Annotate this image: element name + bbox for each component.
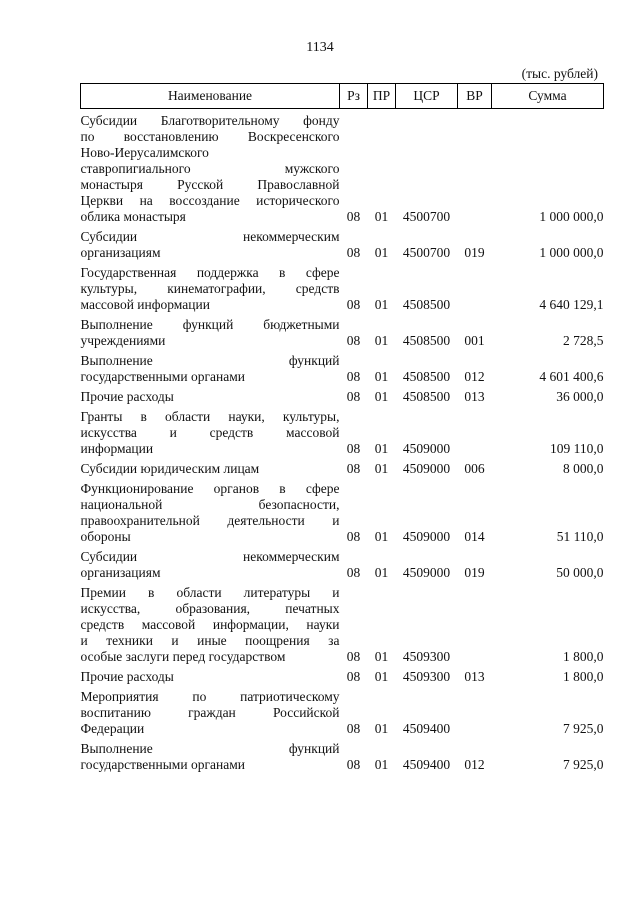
column-header-pr: ПР xyxy=(368,84,396,109)
row-csr: 4509300 xyxy=(402,649,451,664)
row-sum: 109 110,0 xyxy=(550,441,604,456)
row-rz: 08 xyxy=(346,333,361,348)
row-name-line: Государственная поддержка в сфере xyxy=(80,265,340,280)
row-rz: 08 xyxy=(346,529,361,544)
row-name-line: правоохранительной деятельности и xyxy=(80,513,340,528)
row-name xyxy=(81,353,340,389)
row-pr: 01 xyxy=(374,529,389,544)
row-name-line: обороны xyxy=(80,529,131,544)
row-csr: 4508500 xyxy=(402,333,451,348)
table-row xyxy=(81,669,604,689)
row-name-line: государственными органами xyxy=(80,757,245,772)
table-row xyxy=(81,389,604,409)
row-sum: 36 000,0 xyxy=(556,389,604,404)
row-name-line: Субсидии Благотворительному фонду xyxy=(80,113,340,128)
table-row xyxy=(81,229,604,265)
row-sum: 4 640 129,1 xyxy=(539,297,604,312)
row-sum: 8 000,0 xyxy=(563,461,604,476)
row-name xyxy=(81,265,340,317)
row-name-line: Субсидии юридическим лицам xyxy=(80,461,260,476)
row-sum: 51 110,0 xyxy=(556,529,604,544)
row-name-line: Гранты в области науки, культуры, xyxy=(80,409,340,424)
row-rz: 08 xyxy=(346,369,361,384)
row-rz: 08 xyxy=(346,649,361,664)
row-sum: 2 728,5 xyxy=(563,333,604,348)
row-name-line: облика монастыря xyxy=(80,209,186,224)
row-name-line: Федерации xyxy=(80,721,145,736)
row-name-line: ставропигиального мужского xyxy=(80,161,340,176)
row-csr: 4509000 xyxy=(402,461,451,476)
row-pr: 01 xyxy=(374,333,389,348)
row-rz: 08 xyxy=(346,209,361,224)
row-vr: 019 xyxy=(464,565,485,580)
row-name xyxy=(81,409,340,461)
row-name-line: организациям xyxy=(80,245,161,260)
row-csr: 4509000 xyxy=(402,441,451,456)
row-sum: 7 925,0 xyxy=(563,757,604,772)
row-name-line: учреждениями xyxy=(80,333,166,348)
row-name-line: Функционирование органов в сфере xyxy=(80,481,340,496)
page-number: 1134 xyxy=(306,40,334,55)
row-name xyxy=(81,481,340,549)
budget-table xyxy=(80,83,604,777)
row-vr: 001 xyxy=(464,333,485,348)
column-header-csr: ЦСР xyxy=(396,84,458,109)
table-row xyxy=(81,585,604,669)
row-csr: 4509400 xyxy=(402,721,451,736)
row-name-line: Прочие расходы xyxy=(80,669,174,684)
row-name-line: информации xyxy=(80,441,154,456)
row-name xyxy=(81,669,340,689)
row-name-line: Церкви на воссоздание исторического xyxy=(80,193,340,208)
row-rz: 08 xyxy=(346,669,361,684)
row-pr: 01 xyxy=(374,669,389,684)
row-sum: 1 000 000,0 xyxy=(539,245,604,260)
units-caption: (тыс. рублей) xyxy=(521,66,598,81)
row-rz: 08 xyxy=(346,461,361,476)
row-pr: 01 xyxy=(374,461,389,476)
row-pr: 01 xyxy=(374,389,389,404)
row-name-line: Выполнение функций бюджетными xyxy=(80,317,340,332)
row-rz: 08 xyxy=(346,721,361,736)
row-pr: 01 xyxy=(374,565,389,580)
row-name-line: Выполнение функций xyxy=(80,353,340,368)
row-name-line: Субсидии некоммерческим xyxy=(80,229,340,244)
row-csr: 4509300 xyxy=(402,669,451,684)
row-name xyxy=(81,461,340,481)
row-pr: 01 xyxy=(374,245,389,260)
row-vr xyxy=(458,409,492,461)
row-vr xyxy=(458,585,492,669)
row-rz: 08 xyxy=(346,565,361,580)
table-row xyxy=(81,353,604,389)
row-name xyxy=(81,229,340,265)
row-csr: 4509000 xyxy=(402,565,451,580)
row-vr: 019 xyxy=(464,245,485,260)
row-pr: 01 xyxy=(374,297,389,312)
row-name-line: Субсидии некоммерческим xyxy=(80,549,340,564)
row-name-line: организациям xyxy=(80,565,161,580)
row-name-line: искусства и средств массовой xyxy=(80,425,340,440)
row-rz: 08 xyxy=(346,245,361,260)
column-header-sum: Сумма xyxy=(492,84,604,109)
row-name-line: государственными органами xyxy=(80,369,245,384)
table-row xyxy=(81,409,604,461)
column-header-rz: Рз xyxy=(340,84,368,109)
row-sum: 1 800,0 xyxy=(563,669,604,684)
row-vr: 013 xyxy=(464,389,485,404)
table-row xyxy=(81,461,604,481)
table-row xyxy=(81,317,604,353)
row-sum: 1 000 000,0 xyxy=(539,209,604,224)
row-rz: 08 xyxy=(346,389,361,404)
column-header-vr: ВР xyxy=(458,84,492,109)
row-csr: 4508500 xyxy=(402,297,451,312)
row-vr xyxy=(458,109,492,230)
row-name xyxy=(81,109,340,230)
row-vr xyxy=(458,689,492,741)
row-name xyxy=(81,741,340,777)
row-sum: 7 925,0 xyxy=(563,721,604,736)
row-vr: 006 xyxy=(464,461,485,476)
row-name-line: массовой информации xyxy=(80,297,210,312)
row-name xyxy=(81,689,340,741)
table-row xyxy=(81,481,604,549)
row-csr: 4508500 xyxy=(402,389,451,404)
table-body xyxy=(81,109,604,778)
row-csr: 4509400 xyxy=(402,757,451,772)
row-name-line: и техники и иные поощрения за xyxy=(80,633,340,648)
table-row xyxy=(81,549,604,585)
row-csr: 4508500 xyxy=(402,369,451,384)
row-name-line: воспитанию граждан Российской xyxy=(80,705,340,720)
table-row xyxy=(81,689,604,741)
row-name-line: Ново-Иерусалимского xyxy=(80,145,209,160)
table-row xyxy=(81,265,604,317)
column-header-name: Наименование xyxy=(81,84,340,109)
row-vr: 012 xyxy=(464,757,485,772)
row-name-line: Прочие расходы xyxy=(80,389,174,404)
row-sum: 50 000,0 xyxy=(556,565,604,580)
row-name-line: средств массовой информации, науки xyxy=(80,617,340,632)
row-vr: 012 xyxy=(464,369,485,384)
row-name xyxy=(81,549,340,585)
row-name xyxy=(81,317,340,353)
row-vr xyxy=(458,265,492,317)
row-csr: 4509000 xyxy=(402,529,451,544)
row-name-line: культуры, кинематографии, средств xyxy=(80,281,340,296)
row-name-line: искусства, образования, печатных xyxy=(80,601,340,616)
table-row xyxy=(81,741,604,777)
table-row xyxy=(81,109,604,230)
row-vr: 014 xyxy=(464,529,485,544)
row-csr: 4500700 xyxy=(402,209,451,224)
row-pr: 01 xyxy=(374,649,389,664)
row-name xyxy=(81,389,340,409)
row-name-line: Мероприятия по патриотическому xyxy=(80,689,340,704)
table-header-row xyxy=(81,84,604,109)
row-name-line: монастыря Русской Православной xyxy=(80,177,340,192)
row-pr: 01 xyxy=(374,369,389,384)
row-rz: 08 xyxy=(346,441,361,456)
row-rz: 08 xyxy=(346,757,361,772)
row-name-line: национальной безопасности, xyxy=(80,497,340,512)
row-rz: 08 xyxy=(346,297,361,312)
row-vr: 013 xyxy=(464,669,485,684)
row-pr: 01 xyxy=(374,441,389,456)
row-sum: 1 800,0 xyxy=(563,649,604,664)
row-name-line: по восстановлению Воскресенского xyxy=(80,129,340,144)
row-name xyxy=(81,585,340,669)
row-pr: 01 xyxy=(374,757,389,772)
row-pr: 01 xyxy=(374,721,389,736)
row-csr: 4500700 xyxy=(402,245,451,260)
row-sum: 4 601 400,6 xyxy=(539,369,604,384)
row-name-line: Премии в области литературы и xyxy=(80,585,340,600)
row-name-line: Выполнение функций xyxy=(80,741,340,756)
row-name-line: особые заслуги перед государством xyxy=(80,649,286,664)
row-pr: 01 xyxy=(374,209,389,224)
